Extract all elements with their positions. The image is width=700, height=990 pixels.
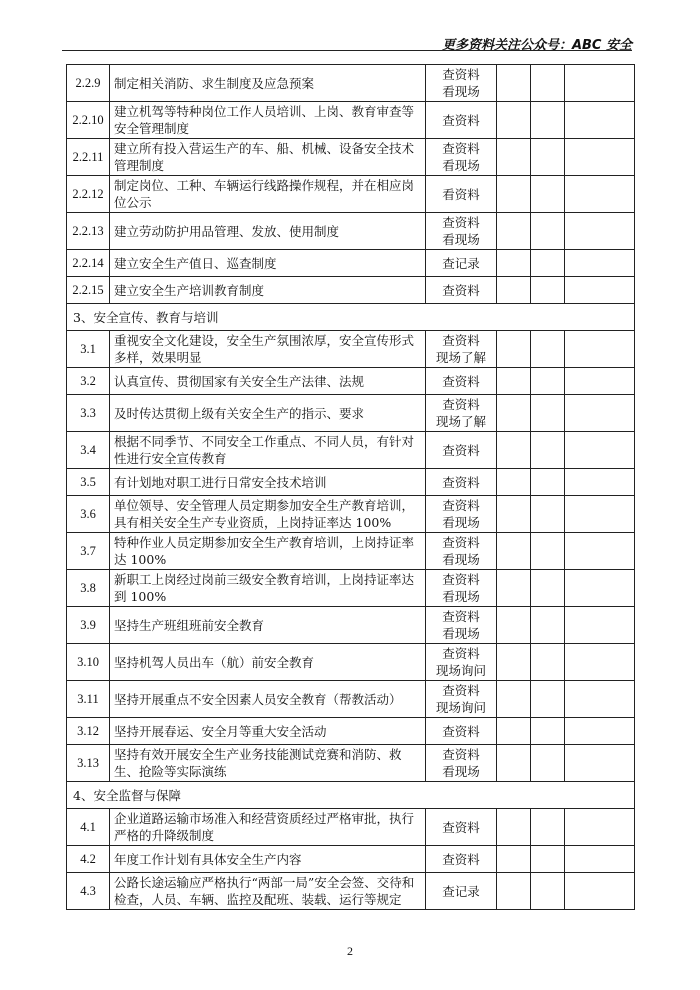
- page-header: [0, 34, 700, 53]
- row-number: 3.13: [67, 745, 110, 782]
- row-number: 3.10: [67, 644, 110, 681]
- row-number: 2.2.11: [67, 139, 110, 176]
- section-row: [67, 304, 635, 331]
- blank-cell-c: [565, 873, 635, 910]
- table-row: [67, 176, 635, 213]
- row-number: 3.2: [67, 368, 110, 395]
- table-row: [67, 718, 635, 745]
- section-row: [67, 782, 635, 809]
- row-item-text: 建立所有投入营运生产的车、船、机械、设备安全技术管理制度: [110, 139, 426, 176]
- blank-cell-a: [497, 176, 531, 213]
- row-item-text: 制定岗位、工种、车辆运行线路操作规程，并在相应岗位公示: [110, 176, 426, 213]
- row-item-text: 有计划地对职工进行日常安全技术培训: [110, 469, 426, 496]
- row-number: 2.2.15: [67, 277, 110, 304]
- table-row: [67, 809, 635, 846]
- blank-cell-c: [565, 533, 635, 570]
- header-text: 更多资料关注公众号：ABC 安全: [441, 38, 632, 53]
- table-row: [67, 277, 635, 304]
- blank-cell-b: [531, 331, 565, 368]
- row-number: 4.3: [67, 873, 110, 910]
- row-item-text: 坚持有效开展安全生产业务技能测试竞赛和消防、救生、抢险等实际演练: [110, 745, 426, 782]
- blank-cell-b: [531, 176, 565, 213]
- blank-cell-b: [531, 570, 565, 607]
- blank-cell-b: [531, 809, 565, 846]
- blank-cell-b: [531, 65, 565, 102]
- blank-cell-b: [531, 681, 565, 718]
- blank-cell-a: [497, 681, 531, 718]
- table-row: [67, 745, 635, 782]
- blank-cell-a: [497, 496, 531, 533]
- table-row: [67, 102, 635, 139]
- row-number: 4.2: [67, 846, 110, 873]
- row-number: 2.2.9: [67, 65, 110, 102]
- row-number: 3.5: [67, 469, 110, 496]
- blank-cell-a: [497, 250, 531, 277]
- row-item-text: 认真宣传、贯彻国家有关安全生产法律、法规: [110, 368, 426, 395]
- table-row: [67, 250, 635, 277]
- row-item-text: 年度工作计划有具体安全生产内容: [110, 846, 426, 873]
- row-number: 3.4: [67, 432, 110, 469]
- blank-cell-b: [531, 469, 565, 496]
- row-check-method: 查资料 看现场: [426, 496, 497, 533]
- blank-cell-c: [565, 102, 635, 139]
- row-check-method: 查资料 看现场: [426, 65, 497, 102]
- row-check-method: 看资料: [426, 176, 497, 213]
- blank-cell-b: [531, 139, 565, 176]
- row-item-text: 及时传达贯彻上级有关安全生产的指示、要求: [110, 395, 426, 432]
- table-row: [67, 873, 635, 910]
- row-number: 2.2.12: [67, 176, 110, 213]
- blank-cell-a: [497, 745, 531, 782]
- row-check-method: 查资料: [426, 368, 497, 395]
- row-number: 3.6: [67, 496, 110, 533]
- blank-cell-b: [531, 496, 565, 533]
- blank-cell-a: [497, 644, 531, 681]
- blank-cell-a: [497, 809, 531, 846]
- row-check-method: 查资料 看现场: [426, 213, 497, 250]
- blank-cell-a: [497, 432, 531, 469]
- blank-cell-a: [497, 533, 531, 570]
- row-check-method: 查资料 看现场: [426, 533, 497, 570]
- blank-cell-c: [565, 745, 635, 782]
- row-item-text: 根据不同季节、不同安全工作重点、不同人员，有针对性进行安全宣传教育: [110, 432, 426, 469]
- row-check-method: 查资料: [426, 277, 497, 304]
- row-check-method: 查资料: [426, 846, 497, 873]
- row-item-text: 建立安全生产培训教育制度: [110, 277, 426, 304]
- page-number: 2: [347, 944, 353, 958]
- table-row: [67, 368, 635, 395]
- blank-cell-c: [565, 139, 635, 176]
- blank-cell-c: [565, 432, 635, 469]
- row-check-method: 查资料 看现场: [426, 570, 497, 607]
- blank-cell-b: [531, 745, 565, 782]
- row-item-text: 特种作业人员定期参加安全生产教育培训，上岗持证率达 100%: [110, 533, 426, 570]
- section-title: 4、安全监督与保障: [67, 782, 635, 809]
- blank-cell-a: [497, 395, 531, 432]
- blank-cell-b: [531, 846, 565, 873]
- blank-cell-a: [497, 873, 531, 910]
- blank-cell-a: [497, 846, 531, 873]
- row-item-text: 单位领导、安全管理人员定期参加安全生产教育培训，具有相关安全生产专业资质，上岗持证率达 100%: [110, 496, 426, 533]
- table-row: [67, 570, 635, 607]
- blank-cell-c: [565, 65, 635, 102]
- row-check-method: 查资料: [426, 102, 497, 139]
- blank-cell-c: [565, 570, 635, 607]
- row-number: 2.2.13: [67, 213, 110, 250]
- row-check-method: 查资料 看现场: [426, 607, 497, 644]
- blank-cell-c: [565, 718, 635, 745]
- row-check-method: 查记录: [426, 250, 497, 277]
- row-item-text: 坚持机驾人员出车（航）前安全教育: [110, 644, 426, 681]
- table-row: [67, 65, 635, 102]
- blank-cell-b: [531, 533, 565, 570]
- row-number: 3.9: [67, 607, 110, 644]
- blank-cell-c: [565, 644, 635, 681]
- row-check-method: 查记录: [426, 873, 497, 910]
- blank-cell-b: [531, 873, 565, 910]
- row-item-text: 公路长途运输应严格执行“两部一局”安全会签、交待和检查，人员、车辆、监控及配班、装载、运行等规定: [110, 873, 426, 910]
- blank-cell-b: [531, 607, 565, 644]
- blank-cell-a: [497, 277, 531, 304]
- blank-cell-c: [565, 277, 635, 304]
- table-row: [67, 213, 635, 250]
- table-row: [67, 846, 635, 873]
- header-rule: [62, 50, 632, 51]
- blank-cell-c: [565, 469, 635, 496]
- table-row: [67, 644, 635, 681]
- blank-cell-a: [497, 368, 531, 395]
- row-number: 3.3: [67, 395, 110, 432]
- row-item-text: 制定相关消防、求生制度及应急预案: [110, 65, 426, 102]
- blank-cell-b: [531, 277, 565, 304]
- row-check-method: 查资料: [426, 469, 497, 496]
- row-number: 3.1: [67, 331, 110, 368]
- row-number: 3.8: [67, 570, 110, 607]
- row-check-method: 查资料 现场了解: [426, 395, 497, 432]
- row-number: 3.12: [67, 718, 110, 745]
- table-row: [67, 496, 635, 533]
- blank-cell-b: [531, 432, 565, 469]
- row-item-text: 企业道路运输市场准入和经营资质经过严格审批，执行严格的升降级制度: [110, 809, 426, 846]
- row-check-method: 查资料 看现场: [426, 745, 497, 782]
- blank-cell-c: [565, 846, 635, 873]
- blank-cell-a: [497, 139, 531, 176]
- row-number: 3.11: [67, 681, 110, 718]
- blank-cell-c: [565, 681, 635, 718]
- table-row: [67, 139, 635, 176]
- row-item-text: 坚持开展重点不安全因素人员安全教育（帮教活动）: [110, 681, 426, 718]
- blank-cell-c: [565, 368, 635, 395]
- blank-cell-b: [531, 368, 565, 395]
- row-check-method: 查资料: [426, 432, 497, 469]
- blank-cell-c: [565, 331, 635, 368]
- row-item-text: 重视安全文化建设，安全生产氛围浓厚，安全宣传形式多样，效果明显: [110, 331, 426, 368]
- blank-cell-c: [565, 213, 635, 250]
- table-row: [67, 395, 635, 432]
- row-number: 4.1: [67, 809, 110, 846]
- table-body: [67, 65, 635, 910]
- blank-cell-a: [497, 607, 531, 644]
- row-item-text: 建立劳动防护用品管理、发放、使用制度: [110, 213, 426, 250]
- blank-cell-b: [531, 213, 565, 250]
- row-check-method: 查资料 现场询问: [426, 681, 497, 718]
- row-number: 2.2.10: [67, 102, 110, 139]
- blank-cell-a: [497, 102, 531, 139]
- table-row: [67, 607, 635, 644]
- blank-cell-a: [497, 213, 531, 250]
- row-item-text: 新职工上岗经过岗前三级安全教育培训，上岗持证率达到 100%: [110, 570, 426, 607]
- row-check-method: 查资料 看现场: [426, 139, 497, 176]
- row-check-method: 查资料 现场了解: [426, 331, 497, 368]
- table-row: [67, 681, 635, 718]
- table-row: [67, 533, 635, 570]
- blank-cell-b: [531, 644, 565, 681]
- table-row: [67, 432, 635, 469]
- row-number: 2.2.14: [67, 250, 110, 277]
- row-check-method: 查资料: [426, 809, 497, 846]
- blank-cell-b: [531, 250, 565, 277]
- blank-cell-a: [497, 65, 531, 102]
- blank-cell-a: [497, 570, 531, 607]
- blank-cell-c: [565, 250, 635, 277]
- row-number: 3.7: [67, 533, 110, 570]
- row-check-method: 查资料: [426, 718, 497, 745]
- blank-cell-a: [497, 469, 531, 496]
- blank-cell-b: [531, 395, 565, 432]
- blank-cell-c: [565, 607, 635, 644]
- table-row: [67, 469, 635, 496]
- row-check-method: 查资料 现场询问: [426, 644, 497, 681]
- blank-cell-c: [565, 395, 635, 432]
- row-item-text: 坚持生产班组班前安全教育: [110, 607, 426, 644]
- blank-cell-c: [565, 809, 635, 846]
- row-item-text: 坚持开展春运、安全月等重大安全活动: [110, 718, 426, 745]
- blank-cell-c: [565, 496, 635, 533]
- checklist-table: [66, 64, 635, 910]
- section-title: 3、安全宣传、教育与培训: [67, 304, 635, 331]
- row-item-text: 建立安全生产值日、巡查制度: [110, 250, 426, 277]
- blank-cell-a: [497, 718, 531, 745]
- table-row: [67, 331, 635, 368]
- row-item-text: 建立机驾等特种岗位工作人员培训、上岗、教育审查等安全管理制度: [110, 102, 426, 139]
- blank-cell-b: [531, 718, 565, 745]
- blank-cell-c: [565, 176, 635, 213]
- blank-cell-a: [497, 331, 531, 368]
- blank-cell-b: [531, 102, 565, 139]
